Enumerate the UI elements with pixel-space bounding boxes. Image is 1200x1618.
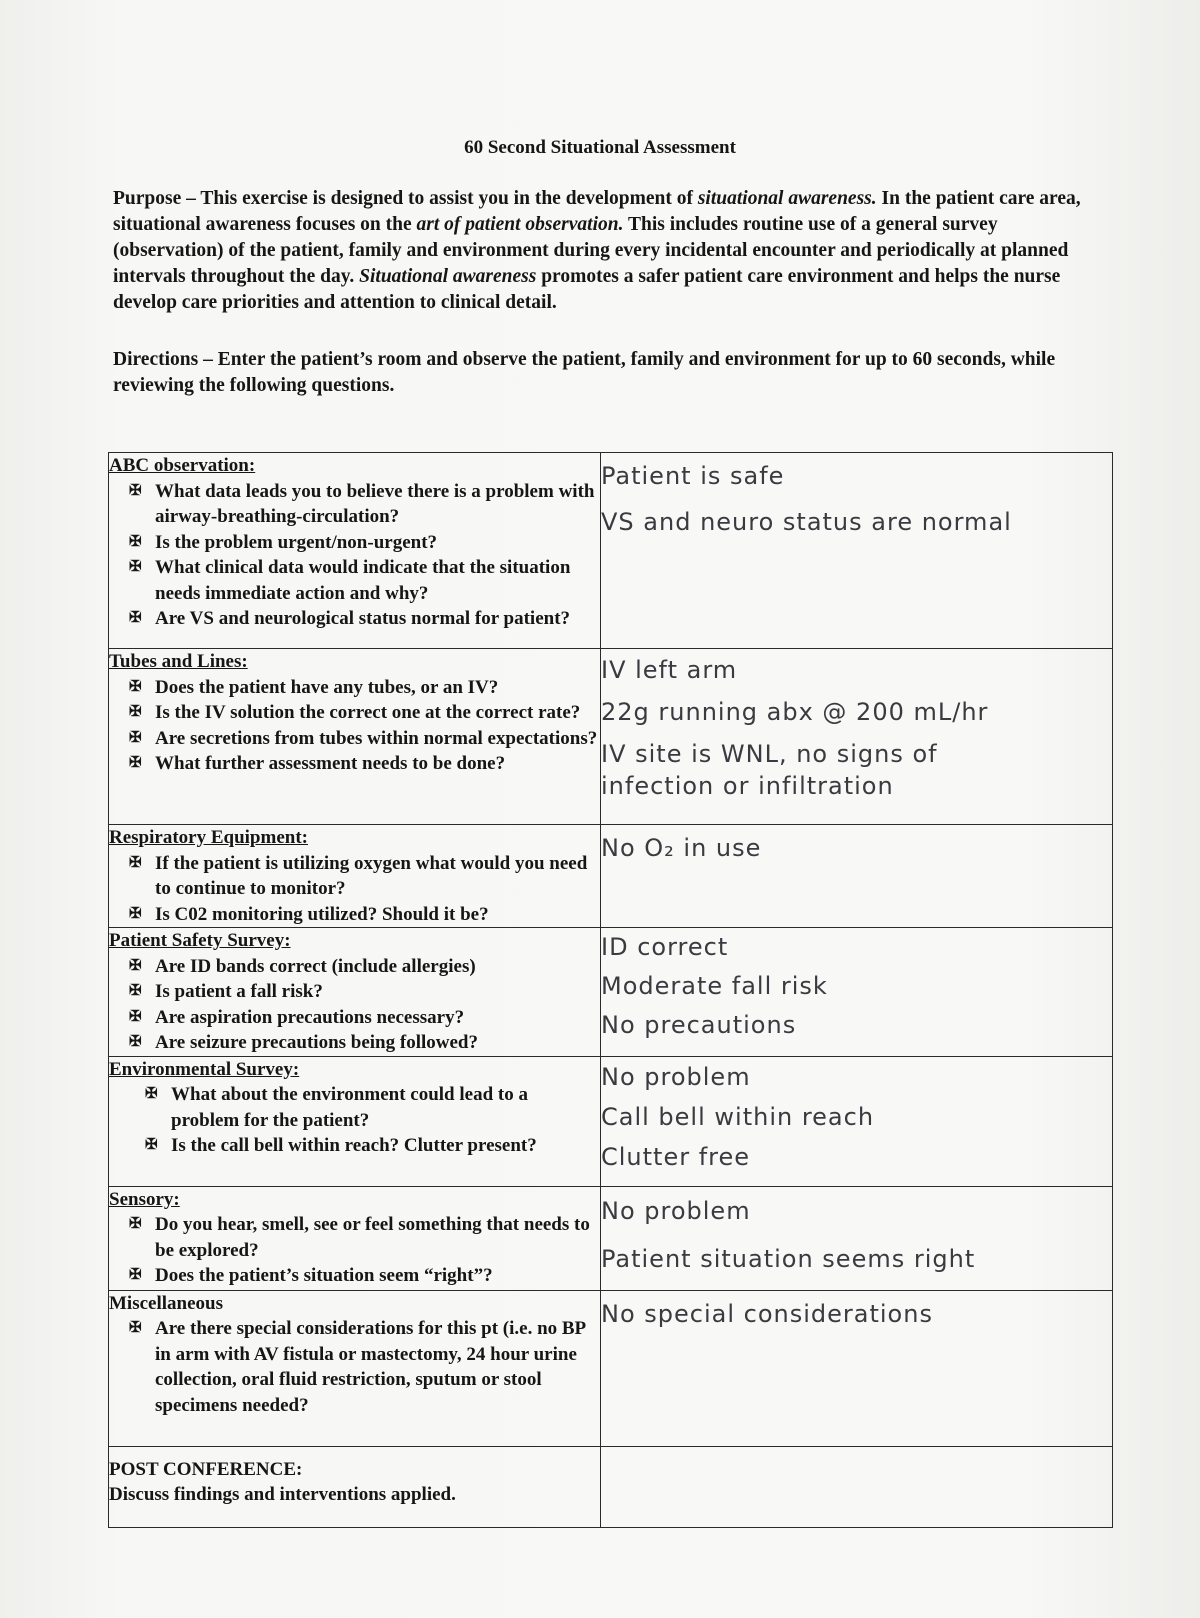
question-cell xyxy=(109,649,601,825)
question-item xyxy=(129,555,600,606)
question-text: Does the patient’s situation seem “right”? xyxy=(155,1265,493,1286)
handwritten-answer: infection or infiltration xyxy=(601,772,894,800)
question-item xyxy=(129,954,600,980)
question-cell xyxy=(109,1446,601,1528)
table-row xyxy=(109,649,1113,825)
handwritten-answer: No problem xyxy=(601,1062,751,1091)
question-text: Is the IV solution the correct one at the correct rate? xyxy=(155,702,581,723)
cross-bullet-icon: ✠ xyxy=(129,755,142,771)
cross-bullet-icon: ✠ xyxy=(129,1320,142,1336)
question-text: Is the problem urgent/non-urgent? xyxy=(155,531,438,553)
answer-cell[interactable] xyxy=(601,825,1113,928)
cross-bullet-icon: ✠ xyxy=(129,905,142,922)
question-item xyxy=(129,1263,600,1289)
question-item xyxy=(129,979,600,1005)
question-item xyxy=(129,1212,600,1263)
post-conference-text: Discuss findings and interventions applied. xyxy=(109,1484,456,1505)
question-cell xyxy=(109,453,601,649)
handwritten-answer: IV site is WNL, no signs of xyxy=(601,740,938,768)
section-heading: Patient Safety Survey: xyxy=(109,930,291,951)
question-text: Does the patient have any tubes, or an IV? xyxy=(155,676,499,698)
section-heading: Tubes and Lines: xyxy=(109,651,248,672)
question-text: What about the environment could lead to a problem for the patient? xyxy=(171,1084,528,1131)
section-heading: Respiratory Equipment: xyxy=(109,827,308,848)
question-text: Are there special considerations for this pt (i.e. no BP in arm with AV fistula or mastectomy, 24 hour urine collection, oral fluid restriction, sputum or stool specimens needed? xyxy=(155,1318,586,1416)
question-text: If the patient is utilizing oxygen what would you need to continue to monitor? xyxy=(155,852,588,899)
handwritten-answer: No problem xyxy=(601,1196,751,1225)
purpose-mid-1: In the patient care area, situational awareness focuses on the xyxy=(113,188,1081,235)
question-text: What clinical data would indicate that the situation needs immediate action and why? xyxy=(155,557,571,604)
table-row xyxy=(109,825,1113,928)
section-heading: Environmental Survey: xyxy=(109,1058,300,1080)
purpose-mid-2: This includes routine use of a general survey (observation) of the patient, family and environment during every incidental encounter and periodically at planned intervals throughout the day. xyxy=(113,214,1069,287)
question-item xyxy=(129,606,600,632)
question-list xyxy=(109,851,600,928)
question-list xyxy=(109,675,600,777)
section-heading: ABC observation: xyxy=(109,455,256,476)
question-list xyxy=(109,479,600,632)
cross-bullet-icon: ✠ xyxy=(129,482,142,499)
purpose-emphasis-2: art of patient observation. xyxy=(416,214,624,235)
question-item xyxy=(129,479,600,530)
question-text: Are aspiration precautions necessary? xyxy=(155,1006,465,1028)
cross-bullet-icon: ✠ xyxy=(129,1216,142,1232)
question-text: Are ID bands correct (include allergies) xyxy=(155,955,476,977)
question-item xyxy=(129,700,600,726)
handwritten-answer: Patient is safe xyxy=(601,462,785,490)
question-cell xyxy=(109,1056,601,1186)
purpose-emphasis-1: situational awareness. xyxy=(697,188,877,209)
cross-bullet-icon: ✠ xyxy=(129,957,142,974)
question-text: Is C02 monitoring utilized? Should it be? xyxy=(155,903,489,925)
question-item xyxy=(129,530,600,556)
question-text: What data leads you to believe there is a problem with airway-breathing-circulation? xyxy=(155,480,595,527)
answer-cell[interactable] xyxy=(601,928,1113,1057)
cross-bullet-icon: ✠ xyxy=(129,983,142,999)
question-cell xyxy=(109,928,601,1057)
question-item xyxy=(129,1005,600,1031)
table-row xyxy=(109,1290,1113,1446)
handwritten-answer: ID correct xyxy=(601,933,729,961)
handwritten-answer: Clutter free xyxy=(601,1142,751,1171)
cross-bullet-icon: ✠ xyxy=(129,1267,142,1283)
question-text: What further assessment needs to be done? xyxy=(155,753,506,774)
handwritten-answer: Call bell within reach xyxy=(601,1102,875,1131)
purpose-lead: Purpose – This exercise is designed to assist you in the development of xyxy=(113,188,698,209)
question-item xyxy=(129,751,600,777)
question-item xyxy=(145,1082,600,1133)
purpose-tail: promotes a safer patient care environment and helps the nurse develop care priorities and attention to clinical detail. xyxy=(113,266,1061,313)
cross-bullet-icon: ✠ xyxy=(129,854,142,871)
handwritten-answer: VS and neuro status are normal xyxy=(601,508,1012,536)
cross-bullet-icon: ✠ xyxy=(129,610,142,626)
question-item xyxy=(129,726,600,752)
handwritten-answer: Moderate fall risk xyxy=(601,972,828,1000)
question-text: Is the call bell within reach? Clutter present? xyxy=(171,1135,537,1156)
purpose-emphasis-3: Situational awareness xyxy=(359,266,537,287)
directions-paragraph xyxy=(113,347,1103,399)
directions-text: Directions – Enter the patient’s room and observe the patient, family and environment for up to 60 seconds, while reviewing the following questions. xyxy=(113,349,1056,396)
question-list xyxy=(109,1082,600,1159)
question-cell xyxy=(109,1186,601,1290)
handwritten-answer: No precautions xyxy=(601,1011,797,1039)
question-text: Do you hear, smell, see or feel something that needs to be explored? xyxy=(155,1214,590,1261)
cross-bullet-icon: ✠ xyxy=(129,1008,142,1025)
question-list xyxy=(109,954,600,1056)
answer-cell[interactable] xyxy=(601,1056,1113,1186)
answer-cell[interactable] xyxy=(601,649,1113,825)
cross-bullet-icon: ✠ xyxy=(129,704,142,720)
purpose-paragraph xyxy=(113,186,1103,316)
question-item xyxy=(129,902,600,928)
question-list xyxy=(109,1212,600,1289)
question-item xyxy=(129,851,600,902)
table-row xyxy=(109,1446,1113,1528)
page-title: 60 Second Situational Assessment xyxy=(464,137,736,158)
section-heading: Miscellaneous xyxy=(109,1292,223,1314)
table-row xyxy=(109,928,1113,1057)
cross-bullet-icon: ✠ xyxy=(145,1086,158,1102)
question-item xyxy=(145,1133,600,1159)
question-item xyxy=(129,1030,600,1056)
table-row xyxy=(109,1056,1113,1186)
answer-cell[interactable] xyxy=(601,1186,1113,1290)
answer-cell[interactable] xyxy=(601,1446,1113,1528)
cross-bullet-icon: ✠ xyxy=(145,1137,158,1153)
cross-bullet-icon: ✠ xyxy=(129,1034,142,1050)
question-text: Is patient a fall risk? xyxy=(155,981,323,1002)
section-heading: Sensory: xyxy=(109,1188,180,1210)
question-cell xyxy=(109,825,601,928)
assessment-table xyxy=(108,452,1113,1528)
question-text: Are VS and neurological status normal for patient? xyxy=(155,608,571,629)
cross-bullet-icon: ✠ xyxy=(129,678,142,695)
answer-cell[interactable] xyxy=(601,1290,1113,1446)
question-text: Are seizure precautions being followed? xyxy=(155,1032,478,1053)
cross-bullet-icon: ✠ xyxy=(129,729,142,746)
cross-bullet-icon: ✠ xyxy=(129,533,142,550)
table-row xyxy=(109,1186,1113,1290)
cross-bullet-icon: ✠ xyxy=(129,559,142,575)
question-text: Are secretions from tubes within normal expectations? xyxy=(155,727,598,749)
handwritten-answer: No O₂ in use xyxy=(601,834,762,862)
answer-cell[interactable] xyxy=(601,453,1113,649)
post-conference-heading: POST CONFERENCE: xyxy=(109,1458,303,1480)
handwritten-answer: IV left arm xyxy=(601,656,738,684)
question-item xyxy=(129,675,600,701)
table-row xyxy=(109,453,1113,649)
handwritten-answer: Patient situation seems right xyxy=(601,1244,976,1273)
handwritten-answer: No special considerations xyxy=(601,1299,933,1328)
question-item xyxy=(129,1316,600,1418)
handwritten-answer: 22g running abx @ 200 mL/hr xyxy=(601,698,989,726)
question-cell xyxy=(109,1290,601,1446)
question-list xyxy=(109,1316,600,1418)
